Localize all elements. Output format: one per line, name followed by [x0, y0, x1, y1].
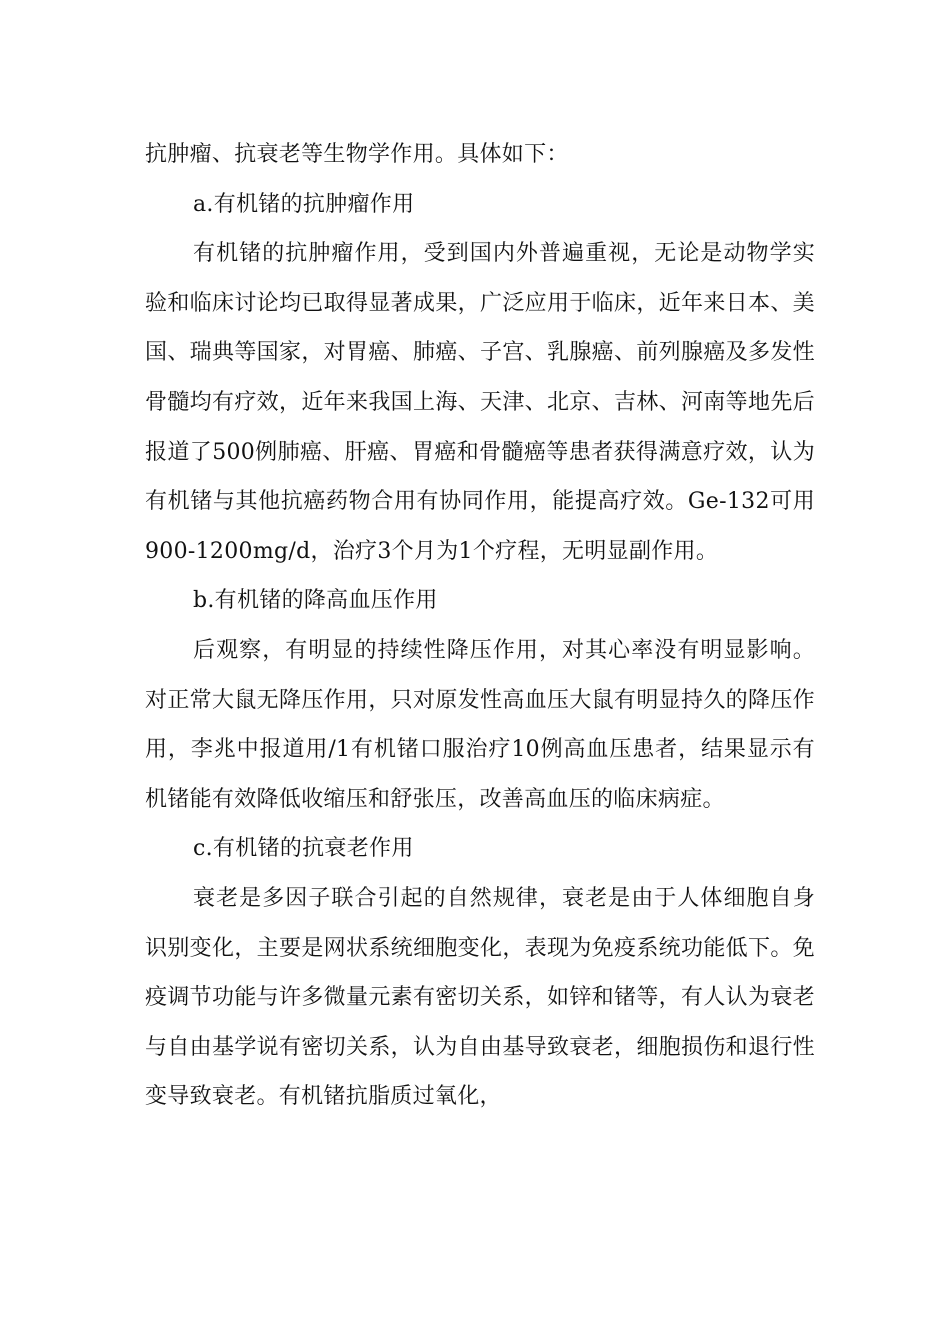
paragraph-anti-aging: 衰老是多因子联合引起的自然规律，衰老是由于人体细胞自身识别变化，主要是网状系统细胞变化，表现为免疫系统功能低下。免疫调节功能与许多微量元素有密切关系，如锌和锗等，有人认为衰老与自由基学说有密切关系，认为自由基导致衰老，细胞损伤和退行性变导致衰老。有机锗抗脂质过氧化， — [145, 885, 815, 1110]
section-heading-anti-tumor: a.有机锗的抗肿瘤作用 — [193, 191, 415, 217]
document-body — [145, 130, 815, 1122]
section-heading-anti-aging: c.有机锗的抗衰老作用 — [193, 836, 414, 862]
paragraph-intro: 抗肿瘤、抗衰老等生物学作用。具体如下： — [145, 142, 569, 167]
section-heading-blood-pressure: b.有机锗的降高血压作用 — [193, 588, 438, 614]
paragraph-anti-tumor: 有机锗的抗肿瘤作用，受到国内外普遍重视，无论是动物学实验和临床讨论均已取得显著成果，广泛应用于临床，近年来日本、美国、瑞典等国家，对胃癌、肺癌、子宫、乳腺癌、前列腺癌及多发性骨髓均有疗效，近年来我国上海、天津、北京、吉林、河南等地先后报道了500例肺癌、肝癌、胃癌和骨髓癌等患者获得满意疗效，认为有机锗与其他抗癌药物合用有协同作用，能提高疗效。Ge-132可用900-1200mg/d，治疗3个月为1个疗程，无明显副作用。 — [145, 241, 815, 564]
paragraph-blood-pressure: 后观察，有明显的持续性降压作用，对其心率没有明显影响。对正常大鼠无降压作用，只对原发性高血压大鼠有明显持久的降压作用，李兆中报道用/1有机锗口服治疗10例高血压患者，结果显示有机锗能有效降低收缩压和舒张压，改善高血压的临床病症。 — [145, 637, 815, 812]
